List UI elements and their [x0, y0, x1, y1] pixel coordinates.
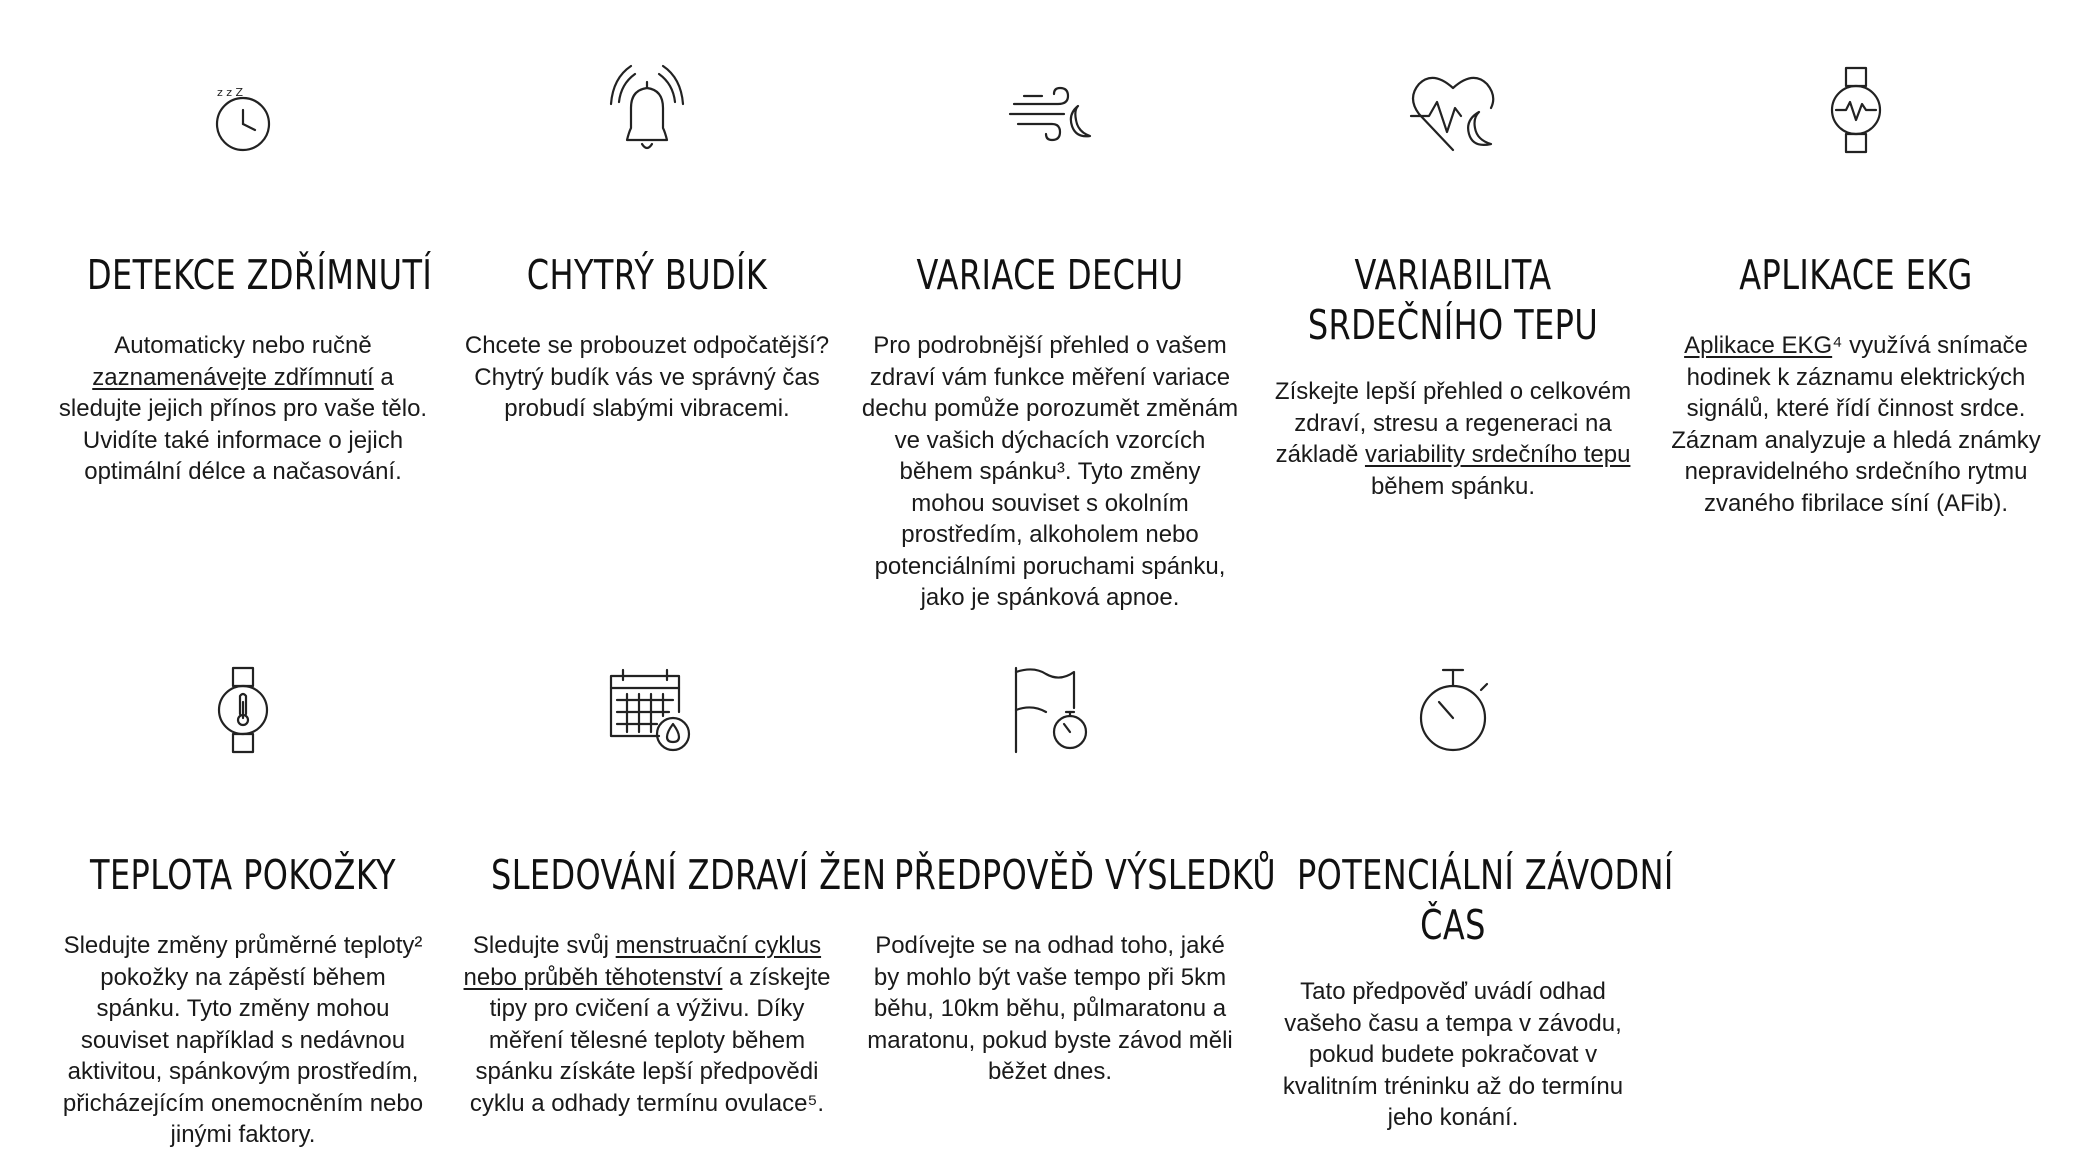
feature-description: Aplikace EKG⁴ využívá snímače hodinek k záznamu elektrických signálů, které řídí činnost srdce. Záznam analyzuje a hledá známky nepravidelného srdečního rytmu zvaného fibrilace síní (AFib). [1671, 332, 2041, 517]
feature-card-smart-alarm [447, 62, 847, 425]
feature-title: PŘEDPOVĚĎ VÝSLEDKŮ [894, 851, 1277, 899]
feature-card-skin-temperature [43, 662, 443, 1151]
feature-description: Automaticky nebo ručně zaznamenávejte zdřímnutí a sledujte jejich přínos pro vaše tělo. Uvidíte také informace o jejich optimální délce a načasování. [58, 332, 428, 485]
feature-title: APLIKACE EKG [1739, 251, 1973, 299]
ecg-app-link[interactable]: Aplikace EKG [1684, 332, 1833, 359]
feature-card-womens-health [447, 662, 887, 1119]
feature-title-line2: ČAS [1420, 901, 1486, 949]
feature-title-line2: SRDEČNÍHO TEPU [1307, 301, 1599, 349]
feature-description: Sledujte změny průměrné teploty² pokožky na zápěstí během spánku. Tyto změny mohou souviset například s nedávnou aktivitou, spánkovým prostředím, přicházejícím onemocněním nebo jinými faktory. [62, 932, 424, 1148]
breath-wind-moon-icon [1002, 62, 1098, 158]
feature-card-race-prediction [850, 662, 1277, 1088]
nap-clock-icon [195, 62, 291, 158]
feature-description: Tato předpověď uvádí odhad vašeho času a tempa v závodu, pokud budete pokračovat v kvalitním tréninku až do termínu jeho konání. [1282, 978, 1624, 1131]
feature-description: Sledujte svůj menstruační cyklus nebo průběh těhotenství a získejte tipy pro cvičení a výživu. Díky měření tělesné teploty během spánku získáte lepší předpovědi cyklu a odhady termínu ovulace⁵. [463, 932, 831, 1117]
stopwatch-icon [1405, 662, 1501, 758]
feature-card-nap-detection [43, 62, 443, 488]
feature-card-ecg-app [1656, 62, 2056, 519]
feature-title: TEPLOTA POKOŽKY [90, 851, 396, 899]
feature-title: SLEDOVÁNÍ ZDRAVÍ ŽEN [491, 851, 887, 899]
feature-title: VARIACE DECHU [916, 251, 1184, 299]
feature-title: VARIABILITA [1354, 251, 1552, 299]
feature-description: Chcete se probouzet odpočatější? Chytrý budík vás ve správný čas probudí slabými vibracemi. [464, 332, 830, 422]
flag-stopwatch-icon [1002, 662, 1098, 758]
feature-description: Získejte lepší přehled o celkovém zdraví, stresu a regeneraci na základě variability srdečního tepu během spánku. [1274, 378, 1632, 500]
menstrual-cycle-link[interactable]: menstruační cyklus nebo průběh těhotenství [463, 932, 822, 991]
alarm-bell-icon [599, 62, 695, 158]
calendar-drop-icon [599, 662, 695, 758]
nap-link[interactable]: zaznamenávejte zdřímnutí [92, 363, 374, 391]
watch-thermometer-icon [195, 662, 291, 758]
svg-text:z z Z: z z Z [217, 86, 244, 99]
watch-ecg-icon [1808, 62, 1904, 158]
feature-title: POTENCIÁLNÍ ZÁVODNÍ [1297, 851, 1674, 899]
feature-title: DETEKCE ZDŘÍMNUTÍ [87, 251, 433, 299]
hrv-link[interactable]: variability srdečního tepu [1364, 441, 1631, 468]
heart-rate-moon-icon [1405, 62, 1501, 158]
feature-description: Pro podrobnější přehled o vašem zdraví vám funkce měření variace dechu pomůže porozumět změnám ve vašich dýchacích vzorcích během spánku³. Tyto změny mohou souviset s okolním prostředím, alkoholem nebo potenciálními poruchami spánku, jako je spánková apnoe. [861, 332, 1239, 611]
feature-description: Podívejte se na odhad toho, jaké by mohlo být vaše tempo při 5km běhu, 10km běhu, půlmaratonu a maratonu, pokud byste závod měli běžet dnes. [867, 932, 1233, 1085]
feature-title: CHYTRÝ BUDÍK [526, 251, 768, 299]
feature-card-hrv [1253, 62, 1653, 502]
feature-card-breathing-variation [850, 62, 1250, 614]
feature-card-race-time [1253, 662, 1674, 1134]
